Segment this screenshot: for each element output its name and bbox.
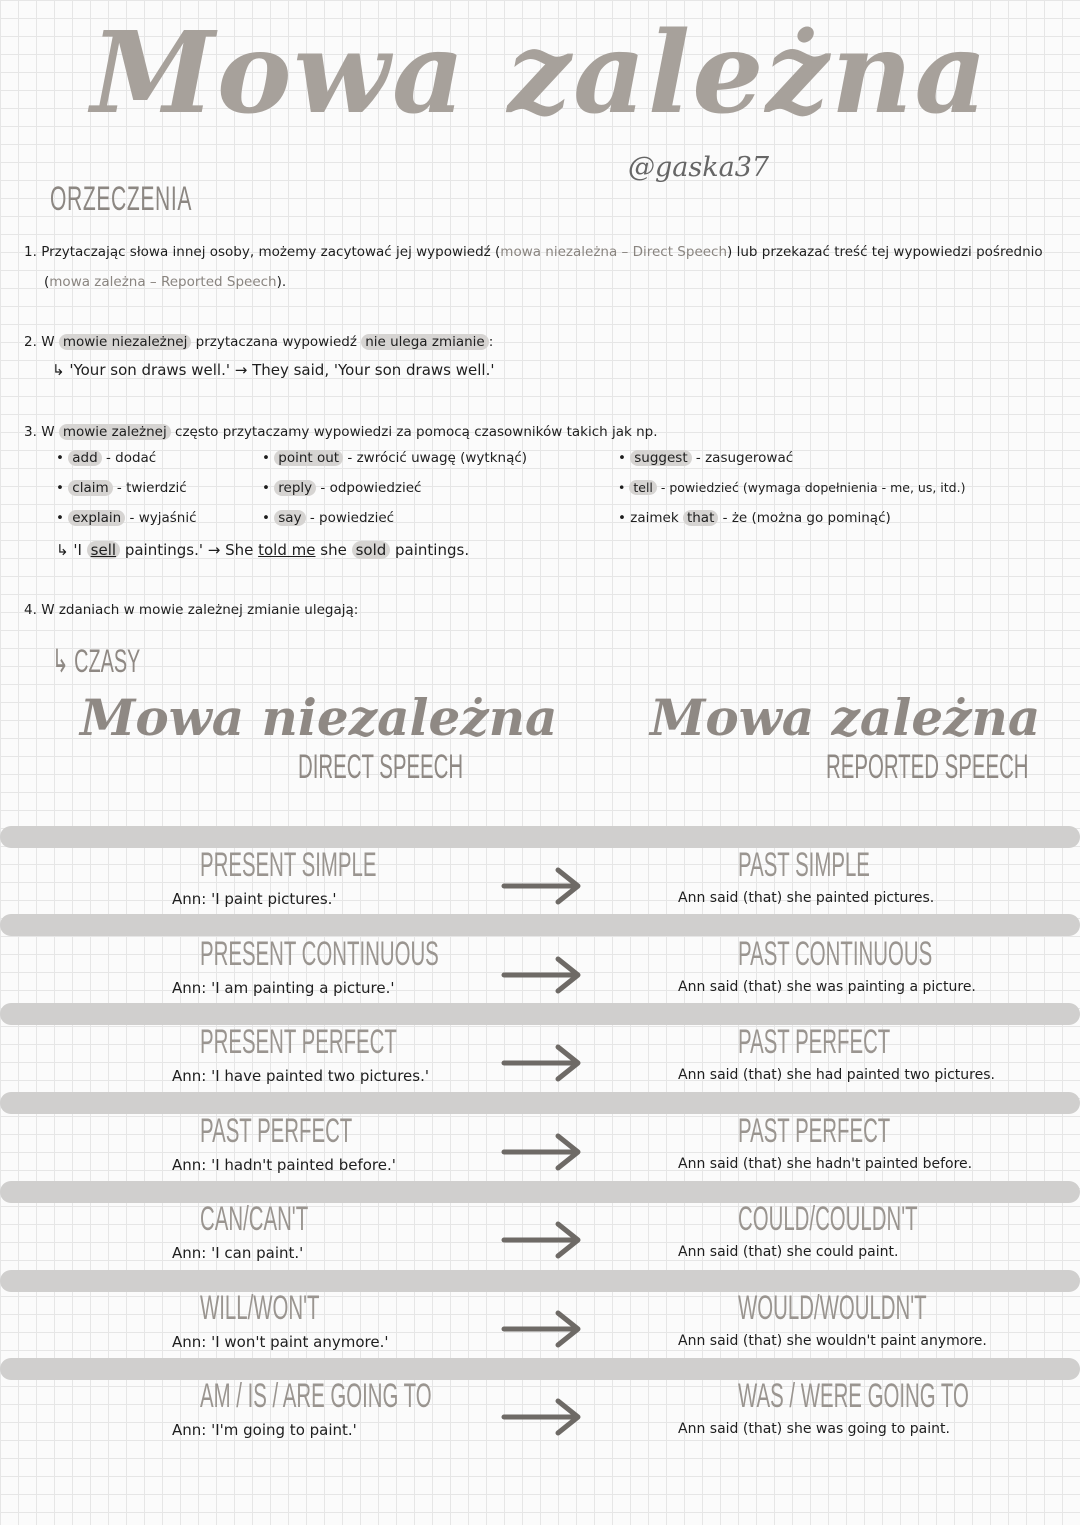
right-column-subtitle: REPORTED SPEECH xyxy=(826,748,1029,786)
row-band xyxy=(0,914,1080,936)
verb-that: • zaimek that - że (można go pominąć) xyxy=(618,510,891,526)
author-handle: @gaska37 xyxy=(628,152,770,183)
verb-suggest: • suggest - zasugerować xyxy=(618,450,794,466)
section-heading: ORZECZENIA xyxy=(50,180,193,218)
direct-example: Ann: 'I won't paint anymore.' xyxy=(172,1332,389,1351)
reported-example: Ann said (that) she was going to paint. xyxy=(678,1421,950,1437)
direct-example: Ann: 'I'm going to paint.' xyxy=(172,1421,357,1439)
point-1-line-2: (mowa zależna – Reported Speech). xyxy=(44,274,287,290)
right-arrow-icon xyxy=(500,866,584,906)
reported-example: Ann said (that) she could paint. xyxy=(678,1244,899,1260)
verb-say: • say - powiedzieć xyxy=(262,510,395,526)
point-1-line-1: 1. Przytaczając słowa innej osoby, możemy zacytować jej wypowiedź (mowa niezależna – Direct Speech) lub przekazać treść tej wypowiedzi pośrednio xyxy=(24,244,1043,260)
verb-point-out: • point out - zwrócić uwagę (wytknąć) xyxy=(262,450,528,466)
reported-tense-label: PAST SIMPLE xyxy=(738,846,870,884)
direct-tense-label: CAN/CAN'T xyxy=(200,1200,309,1238)
point-2: 2. W mowie niezależnej przytaczana wypowiedź nie ulega zmianie : xyxy=(24,334,494,350)
reported-tense-label: PAST PERFECT xyxy=(738,1111,891,1150)
reported-example: Ann said (that) she wouldn't paint anymore. xyxy=(678,1332,987,1349)
reported-example: Ann said (that) she had painted two pictures. xyxy=(678,1067,995,1083)
row-band xyxy=(0,1092,1080,1114)
right-arrow-icon xyxy=(500,1220,584,1260)
row-band xyxy=(0,826,1080,848)
point-4-sub: ↳ CZASY xyxy=(52,643,141,679)
right-column-title: Mowa zależna xyxy=(650,688,1041,747)
point-4: 4. W zdaniach w mowie zależnej zmianie ulegają: xyxy=(24,602,359,618)
reported-example: Ann said (that) she painted pictures. xyxy=(678,890,935,906)
right-arrow-icon xyxy=(500,1132,584,1172)
reported-example: Ann said (that) she was painting a picture. xyxy=(678,978,976,995)
direct-tense-label: PRESENT PERFECT xyxy=(200,1023,397,1061)
direct-tense-label: PAST PERFECT xyxy=(200,1111,353,1150)
verb-claim: • claim - twierdzić xyxy=(56,480,187,496)
direct-tense-label: WILL/WON'T xyxy=(200,1288,320,1327)
direct-example: Ann: 'I am painting a picture.' xyxy=(172,978,395,997)
right-arrow-icon xyxy=(500,1397,584,1437)
verb-reply: • reply - odpowiedzieć xyxy=(262,480,422,496)
reported-tense-label: WOULD/WOULDN'T xyxy=(738,1288,927,1327)
reported-tense-label: PAST PERFECT xyxy=(738,1023,891,1061)
point-2-example: ↳ 'Your son draws well.' → They said, 'Your son draws well.' xyxy=(52,361,495,379)
direct-tense-label: PRESENT CONTINUOUS xyxy=(200,934,439,973)
reported-tense-label: COULD/COULDN'T xyxy=(738,1200,918,1238)
direct-example: Ann: 'I hadn't painted before.' xyxy=(172,1155,396,1174)
page-title: Mowa zależna xyxy=(90,8,990,139)
direct-tense-label: PRESENT SIMPLE xyxy=(200,846,377,884)
verb-tell: • tell - powiedzieć (wymaga dopełnienia - me, us, itd.) xyxy=(618,480,966,495)
direct-tense-label: AM / IS / ARE GOING TO xyxy=(200,1377,432,1415)
reported-tense-label: WAS / WERE GOING TO xyxy=(738,1377,969,1415)
direct-example: Ann: 'I paint pictures.' xyxy=(172,890,337,908)
direct-example: Ann: 'I have painted two pictures.' xyxy=(172,1067,429,1085)
row-band xyxy=(0,1181,1080,1203)
left-column-title: Mowa niezależna xyxy=(80,688,558,747)
reported-tense-label: PAST CONTINUOUS xyxy=(738,934,933,973)
row-band xyxy=(0,1003,1080,1025)
right-arrow-icon xyxy=(500,1309,584,1349)
right-arrow-icon xyxy=(500,955,584,995)
direct-example: Ann: 'I can paint.' xyxy=(172,1244,304,1262)
point-3-example: ↳ 'I sell paintings.' → She told me she sold paintings. xyxy=(56,541,470,559)
verb-explain: • explain - wyjaśnić xyxy=(56,510,197,526)
reported-example: Ann said (that) she hadn't painted before. xyxy=(678,1155,973,1172)
verb-add: • add - dodać xyxy=(56,450,157,466)
point-3: 3. W mowie zależnej często przytaczamy wypowiedzi za pomocą czasowników takich jak np. xyxy=(24,424,658,440)
left-column-subtitle: DIRECT SPEECH xyxy=(298,748,464,786)
right-arrow-icon xyxy=(500,1043,584,1083)
